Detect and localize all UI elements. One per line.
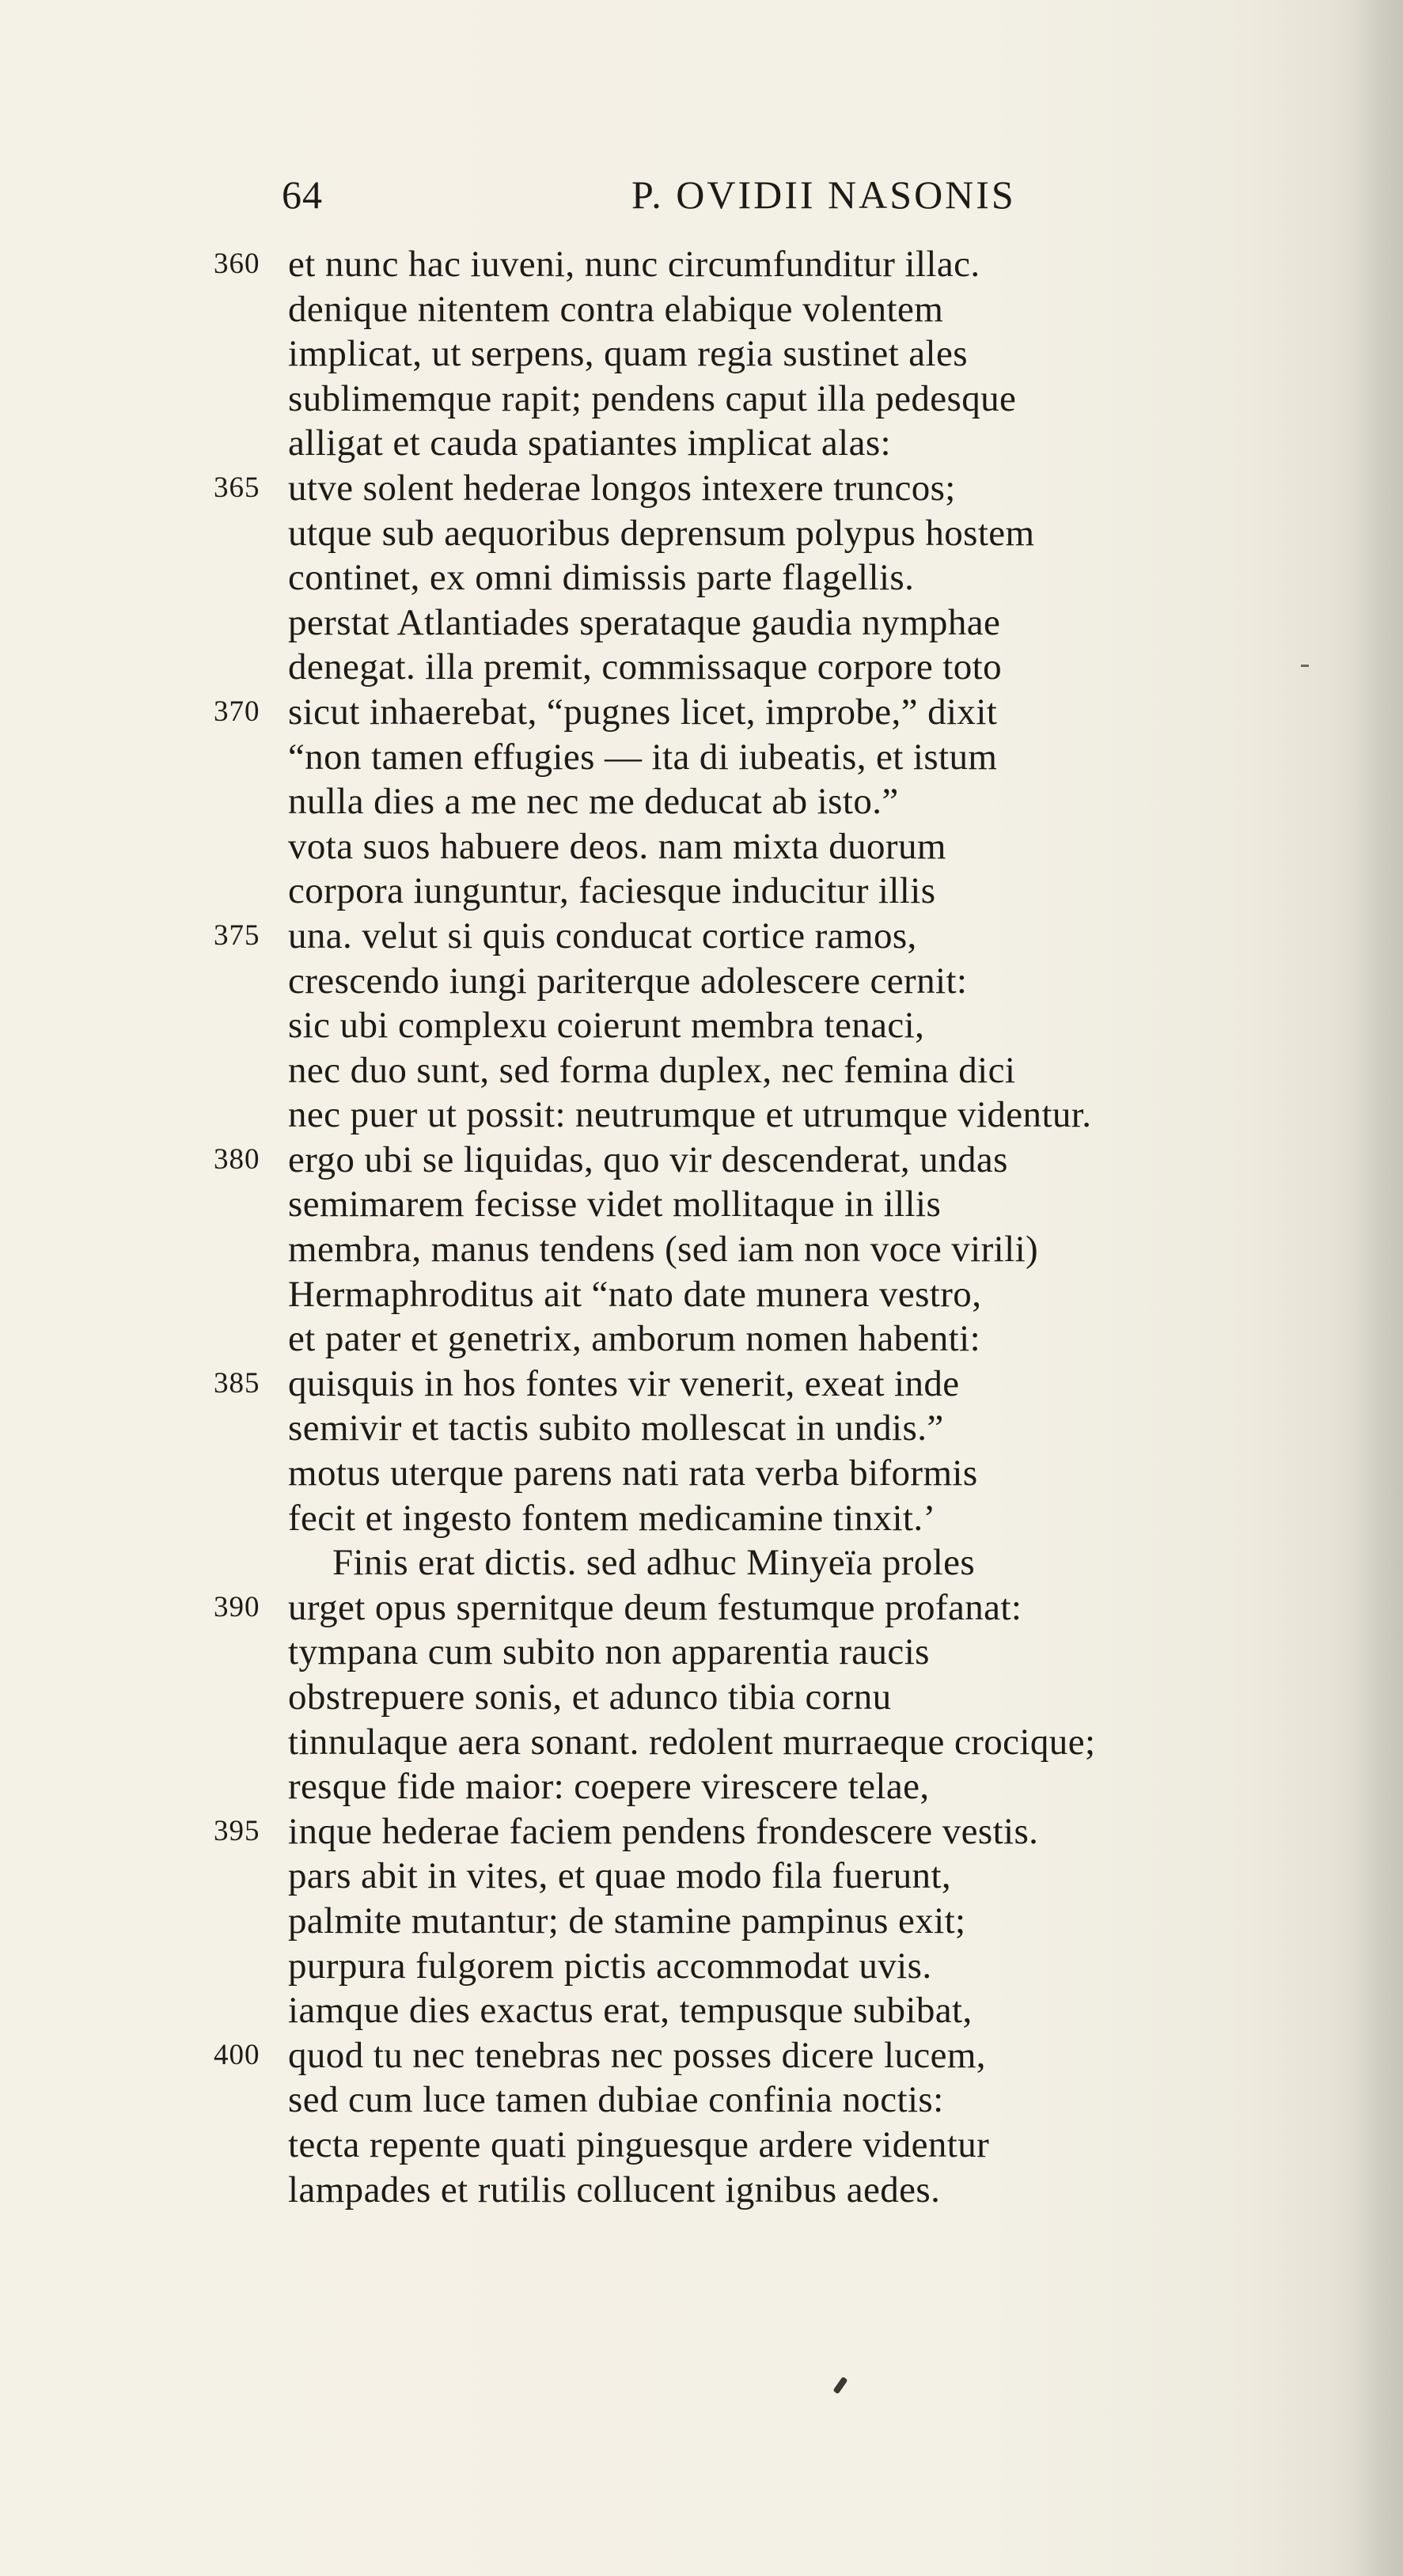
line-text: pars abit in vites, et quae modo fila fuerunt, [288,1855,952,1897]
line-text: tecta repente quati pinguesque ardere videntur [288,2123,990,2165]
line-text: palmite mutantur; de stamine pampinus exit; [288,1900,966,1941]
line-number: 360 [214,248,260,280]
line-text: Finis erat dictis. sed adhuc Minyeïa proles [332,1542,976,1584]
line-text: alligat et cauda spatiantes implicat alas: [288,422,891,464]
verse-line [214,600,1353,646]
verse-line [214,869,1353,914]
line-text: urget opus spernitque deum festumque profanat: [288,1586,1022,1628]
line-text: tympana cum subito non apparentia raucis [288,1631,930,1673]
verse-line [214,466,1353,511]
line-text: “non tamen effugies — ita di iubeatis, et istum [288,736,998,778]
line-text: nec duo sunt, sed forma duplex, nec femina dici [288,1049,1016,1091]
line-text: corpora iunguntur, faciesque inducitur illis [288,870,936,912]
line-text: sic ubi complexu coierunt membra tenaci, [288,1005,925,1047]
line-text: denique nitentem contra elabique volentem [288,288,944,330]
verse-line [214,1854,1353,1899]
line-text: una. velut si quis conducat cortice ramos, [288,915,917,957]
line-text: motus uterque parens nati rata verba biformis [288,1453,978,1494]
verse-line [214,555,1353,600]
verse-line [214,2168,1353,2213]
page-number: 64 [282,172,323,217]
verse-line [214,1272,1353,1317]
line-text: utque sub aequoribus deprensum polypus hostem [288,512,1035,554]
line-number: 390 [214,1590,260,1623]
verse-line [214,331,1353,377]
line-text: semivir et tactis subito mollescat in undis.” [288,1407,944,1449]
verse-line [214,645,1353,690]
verse-line [214,287,1353,332]
verse-line [214,1451,1353,1496]
line-number: 380 [214,1142,260,1176]
verse-line [214,914,1353,959]
line-text: quisquis in hos fontes vir venerit, exeat inde [288,1362,960,1404]
verse-line [214,1048,1353,1093]
line-text: crescendo iungi pariterque adolescere cernit: [288,960,968,1002]
verse-text-block [214,242,1353,2212]
line-text: lampades et rutilis collucent ignibus aedes. [288,2169,941,2210]
line-number: 385 [214,1366,260,1400]
verse-line [214,242,1353,287]
verse-line [214,1362,1353,1407]
verse-line [214,1899,1353,1944]
line-text: et pater et genetrix, amborum nomen habenti: [288,1318,981,1360]
verse-line [214,1944,1353,1989]
verse-line [214,1764,1353,1809]
verse-line [214,1182,1353,1227]
verse-line [214,1227,1353,1272]
line-number: 370 [214,695,260,728]
line-text: ergo ubi se liquidas, quo vir descenderat, undas [288,1138,1008,1180]
line-number: 395 [214,1814,260,1847]
verse-line [214,1630,1353,1675]
line-text: obstrepuere sonis, et adunco tibia cornu [288,1676,892,1718]
stray-dash-mark [1301,665,1309,667]
verse-line [214,959,1353,1004]
page-edge-shadow [1356,0,1403,2576]
line-text: denegat. illa premit, commissaque corpore toto [288,646,1002,688]
line-text: perstat Atlantiades sperataque gaudia nymphae [288,601,1001,643]
line-number: 365 [214,471,260,504]
verse-line [214,1988,1353,2033]
verse-line [214,1093,1353,1138]
running-title: P. OVIDII NASONIS [631,172,1016,217]
line-text: iamque dies exactus erat, tempusque subibat, [288,1990,973,2032]
line-text: resque fide maior: coepere virescere telae, [288,1766,930,1808]
line-text: membra, manus tendens (sed iam non voce virili) [288,1229,1039,1271]
line-text: semimarem fecisse videt mollitaque in illis [288,1184,942,1225]
running-head [0,171,1403,218]
line-text: sublimemque rapit; pendens caput illa pedesque [288,377,1017,419]
verse-line [214,1003,1353,1048]
line-text: quod tu nec tenebras nec posses dicere lucem, [288,2034,986,2076]
verse-line [214,1675,1353,1720]
line-text: nulla dies a me nec me deducat ab isto.” [288,781,899,823]
line-text: continet, ex omni dimissis parte flagellis. [288,557,915,599]
line-text: utve solent hederae longos intexere truncos; [288,467,956,509]
line-text: fecit et ingesto fontem medicamine tinxit.’ [288,1497,936,1539]
line-text: sed cum luce tamen dubiae confinia noctis: [288,2079,944,2121]
verse-line [214,1138,1353,1183]
line-text: implicat, ut serpens, quam regia sustinet ales [288,333,968,375]
verse-line [214,2123,1353,2168]
line-text: sicut inhaerebat, “pugnes licet, improbe,” dixit [288,691,998,733]
line-text: inque hederae faciem pendens frondescere vestis. [288,1810,1039,1852]
line-number: 400 [214,2038,260,2071]
line-text: tinnulaque aera sonant. redolent murraeque crocique; [288,1721,1096,1763]
verse-line [214,511,1353,556]
stray-ink-mark [832,2377,847,2395]
verse-line [214,1720,1353,1765]
line-text: Hermaphroditus ait “nato date munera vestro, [288,1273,982,1315]
verse-line [214,2033,1353,2078]
verse-line [214,1540,1353,1585]
line-text: nec puer ut possit: neutrumque et utrumque videntur. [288,1094,1092,1136]
verse-line [214,1809,1353,1854]
verse-line [214,2078,1353,2123]
verse-line [214,824,1353,869]
line-number: 375 [214,919,260,952]
verse-line [214,377,1353,422]
verse-line [214,1585,1353,1631]
verse-line [214,1496,1353,1541]
line-text: purpura fulgorem pictis accommodat uvis. [288,1945,932,1987]
verse-line [214,690,1353,735]
verse-line [214,421,1353,466]
verse-line [214,779,1353,824]
line-text: et nunc hac iuveni, nunc circumfunditur illac. [288,244,980,285]
line-text: vota suos habuere deos. nam mixta duorum [288,825,946,867]
verse-line [214,735,1353,780]
verse-line [214,1406,1353,1451]
verse-line [214,1316,1353,1362]
